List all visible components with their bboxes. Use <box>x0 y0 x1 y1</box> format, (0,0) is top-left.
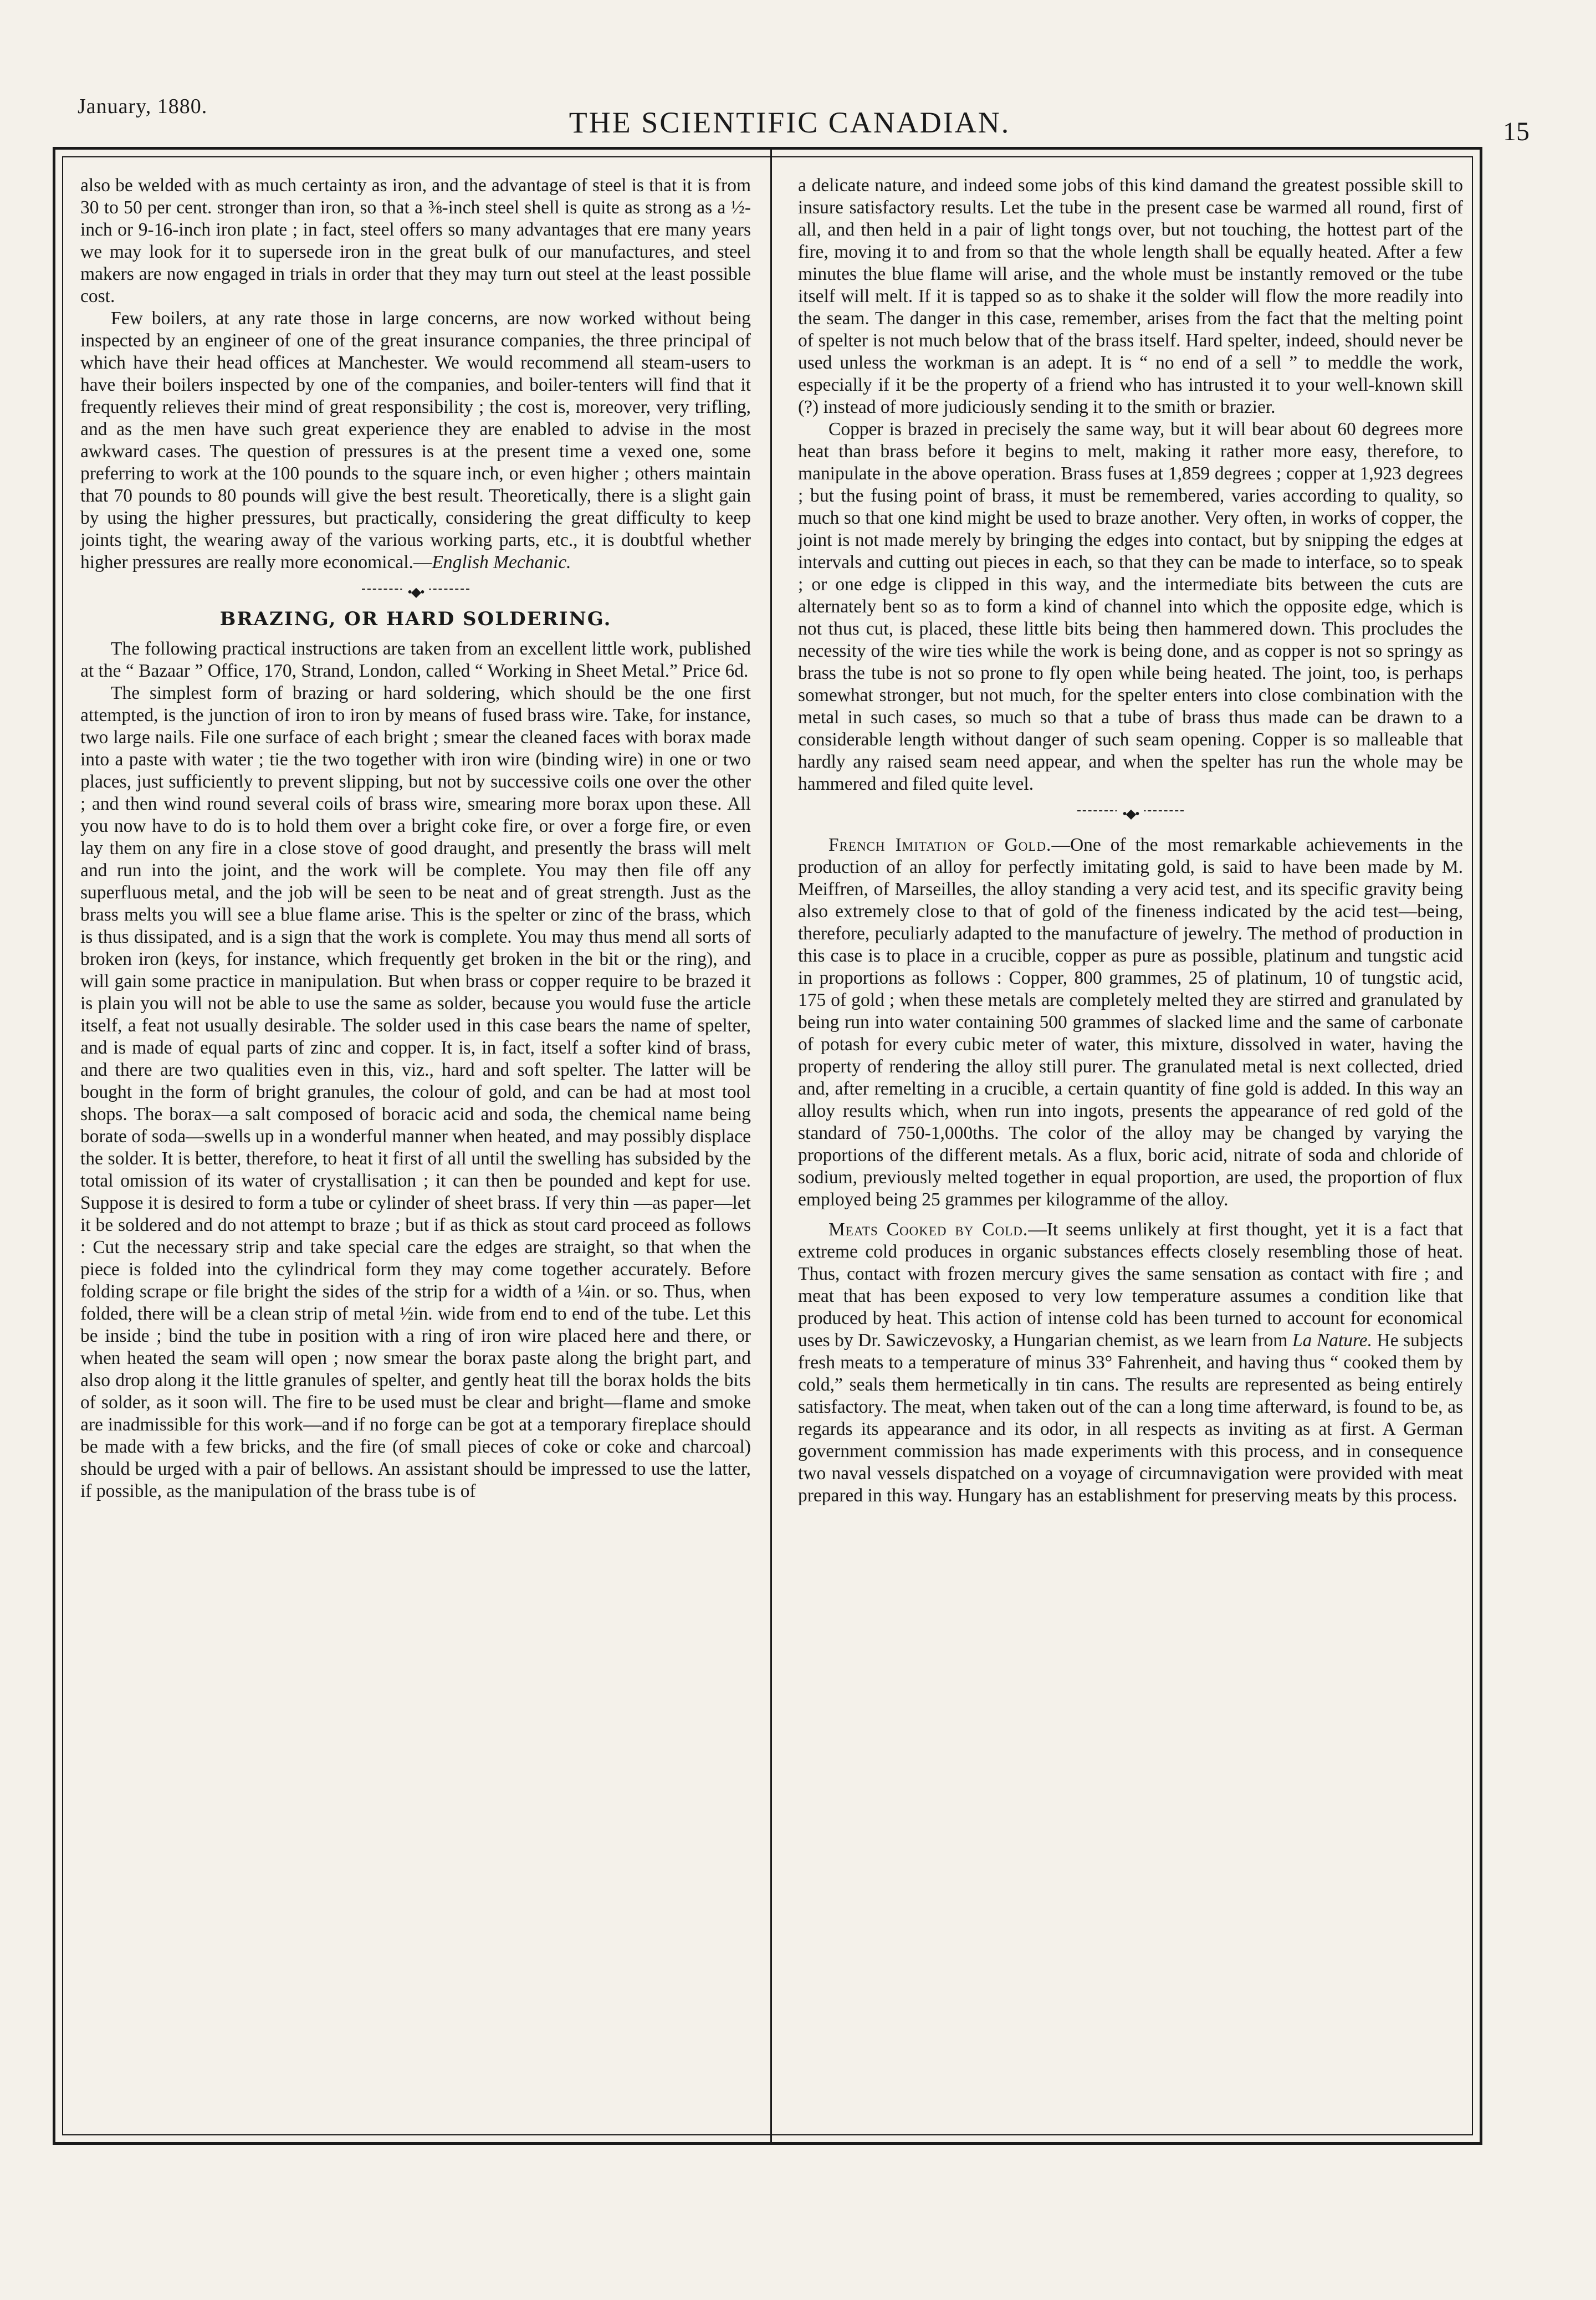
running-head <box>72 83 1530 146</box>
separator-ornament: •◆• <box>402 581 429 604</box>
article-heading-brazing: BRAZING, OR HARD SOLDERING. <box>219 608 612 630</box>
page-frame <box>53 147 1482 2145</box>
right-column <box>798 175 1463 1507</box>
left-column <box>80 175 751 1502</box>
section-separator <box>80 578 751 600</box>
section-separator <box>798 800 1463 822</box>
boilers-text: Few boilers, at any rate those in large concerns, are now worked without being inspected by an engineer of one of the great insurance companies, the three principal of which have their head offices at Manchester. We would recommend all steam-users to have their boilers inspected by one of the companies, and boiler-tenters will find that it frequently relieves their mind of great responsibility ; the cost is, moreover, very trifling, and as the men have such great experience they are enabled to advise in the most awkward cases. The question of pressures is at the present time a vexed one, some preferring to work at the 100 pounds to the square inch, or even higher ; others maintain that 70 pounds to 80 pounds will give the best result. Theoretically, there is a slight gain by using the higher pressures, but practically, considering the great difficulty to keep joints tight, the wearing away of the various working parts, etc., it is doubtful whether higher pressures are really more economical.— <box>80 308 751 573</box>
brazing-body: The simplest form of brazing or hard soldering, which should be the one first attempted, is the junction of iron to iron by means of fused brass wire. Take, for instance, two large nails. File one surface of each bright ; smear the cleaned faces with borax made into a paste with water ; tie the two together with iron wire (binding wire) in one or two places, just sufficiently to prevent slipping, but not by successive coils one over the other ; and then wind round several coils of brass wire, smearing more borax upon these. All you now have to do is to hold them over a bright coke fire, or over a forge fire, or even lay them on any fire in a close stove of good draught, and presently the brass will melt and run into the joint, and the work will be complete. You may then file off any superfluous metal, and the job will be seen to be neat and of great strength. Just as the brass melts you will see a blue flame arise. This is the spelter or zinc of the brass, which is thus dissipated, and is a sign that the work is complete. You may thus mend all sorts of broken iron (keys, for instance, which frequently get broken in the bit or the ring), and will gain some practice in manipulation. But when brass or copper require to be brazed it is plain you will not be able to use the same as solder, because you would fuse the article itself, a feat not usually desirable. The solder used in this case bears the name of spelter, and is made of equal parts of zinc and copper. It is, in fact, itself a softer kind of brass, and there are two qualities even in this, viz., hard and soft spelter. The latter will be bought in the form of bright granules, the colour of gold, and can be had at most tool shops. The borax—a salt composed of boracic acid and soda, the chemical name being borate of soda—swells up in a wonderful manner when heated, and may possibly displace the solder. It is better, therefore, to heat it first of all until the swelling has subsided by the total omission of its water of crystallisation ; it can then be pounded and kept for use. Suppose it is desired to form a tube or cylinder of sheet brass. If very thin —as paper—let it be soldered and do not attempt to braze ; but if as thick as stout card proceed as follows : Cut the necessary strip and take special care the edges are straight, so that when the piece is folded into the cylindrical form they may come together accurately. Before folding scrape or file bright the sides of the strip for a width of a ¼in. or so. Thus, when folded, there will be a clean strip of metal ½in. wide from end to end of the tube. Let this be inside ; bind the tube in position with a ring of iron wire placed here and there, or when heated the seam will open ; now smear the borax paste along the bright part, and also drop along it the little granules of spelter, and gently heat till the borax holds the bits of solder, as it soon will. The fire to be used must be clear and bright—flame and smoke are inadmissible for this work—and if no forge can be got at a temporary fireplace should be made with a few bricks, and the fire (of small pieces of coke or coke and charcoal) should be urged with a pair of bellows. An assistant should be impressed to use the latter, if possible, as the manipulation of the brass tube is of <box>80 683 751 1501</box>
issue-date: January, 1880. <box>78 95 208 118</box>
copper-paragraph: Copper is brazed in precisely the same way, but it will bear about 60 degrees more heat than brass before it begins to melt, making it rather more easy, therefore, to manipulate in the above operation. Brass fuses at 1,859 degrees ; copper at 1,923 degrees ; but the fusing point of brass, it must be remembered, varies according to quality, so much so that one kind might be used to braze another. Very often, in works of copper, the joint is not made merely by bringing the edges into contact, but by snipping the edges at intervals and cutting out pieces in each, so that they can be made to interface, so to speak ; or one edge is clipped in this way, and the intermediate bits between the cuts are alternately bent so as to form a kind of channel into which the opposite edge, which is not thus cut, is placed, these little bits being then hammered down. This procludes the necessity of the wire ties while the work is being done, and as copper is not so springy as brass the tube is not so prone to fly open while being heated. The joint, too, is perhaps somewhat stronger, but not much, for the spelter enters into close combination with the metal in such cases, so much so that a tube of brass thus made can be drawn to a considerable length without danger of such seam opening. Copper is so malleable that hardly any raised seam need appear, and when the spelter has run the whole may be hammered and filed quite level. <box>798 419 1463 794</box>
steel-paragraph: also be welded with as much certainty as iron, and the advantage of steel is that it is from 30 to 50 per cent. stronger than iron, so that a ⅜-inch steel shell is quite as strong as a ½-inch or 9-16-inch iron plate ; in fact, steel offers so many advantages that ere many years we may look for it to supersede iron in the great bulk of our manufactures, and steel makers are now engaged in trials in order that they may turn out steel at the least possible cost. <box>80 175 751 306</box>
meats-cold-paragraph <box>798 1219 1463 1507</box>
brazing-intro: The following practical instructions are taken from an excellent little work, published at the “ Bazaar ” Office, 170, Strand, London, called “ Working in Sheet Metal.” Price 6d. <box>80 638 751 681</box>
meats-text-b: He subjects fresh meats to a temperature of minus 33° Fahrenheit, and having thus “ cooked them by cold,” seals them hermetically in tin cans. The results are represented as being entirely satisfactory. The meat, when taken out of the can a long time afterward, is found to be, as regards its appearance and its odor, in all respects as inviting as at first. A German government commission has made experiments with this process, and in consequence two naval vessels dispatched on a voyage of circumnavigation were provided with meat prepared in this way. Hungary has an establishment for preserving meats by this process. <box>798 1330 1463 1506</box>
separator-ornament: •◆• <box>1117 803 1144 825</box>
meats-cold-lead: Meats Cooked by Cold. <box>828 1219 1029 1240</box>
french-gold-text: —One of the most remarkable achievements in the production of an alloy for perfectly imitating gold, is said to have been made by M. Meiffren, of Marseilles, the alloy standing a very acid test, and its specific gravity being also extremely close to that of gold of the fineness indicated by the acid test—being, therefore, peculiarly adapted to the manufacture of jewelry. The method of production in this case is to place in a crucible, copper as pure as possible, platinum and tungstic acid in proportions as follows : Copper, 800 grammes, 25 of platinum, 10 of tungstic acid, 175 of gold ; when these metals are completely melted they are stirred and granulated by being run into water containing 500 grammes of slacked lime and the same of carbonate of potash for every cubic meter of water, this mixture, dissolved in water, having the property of rendering the alloy still purer. The granulated metal is next collected, dried and, after remelting in a crucible, a certain quantity of fine gold is added. In this way an alloy results which, when run into ingots, presents the appearance of red gold of the standard of 750-1,000ths. The color of the alloy may be changed by varying the proportions of the different metals. As a flux, boric acid, nitrate of soda and chloride of sodium, previously melted together in equal proportion, are used, the proportion of flux employed being 25 grammes per kilogramme of the alloy. <box>798 835 1463 1210</box>
boilers-paragraph <box>80 308 751 574</box>
french-gold-lead: French Imitation of Gold. <box>828 835 1052 855</box>
page-number: 15 <box>1503 117 1530 146</box>
meats-text-a: —It seems unlikely at first thought, yet it is a fact that extreme cold produces in organic substances effects closely resembling those of heat. Thus, contact with frozen mercury gives the same sensation as contact with fire ; and meat that has been exposed to very low temperature assumes a condition like that produced by heat. This action of intense cold has been turned to account for economical uses by Dr. Sawiczevosky, a Hungarian chemist, as we learn from <box>798 1219 1463 1351</box>
meats-source: La Nature. <box>1292 1330 1373 1351</box>
brazing-continued: a delicate nature, and indeed some jobs of this kind damand the greatest possible skill to insure satisfactory results. Let the tube in the present case be warmed all round, first of all, and then held in a pair of light tongs over, but not touching, the hottest part of the fire, moving it to and from so that the whole length shall be equally heated. After a few minutes the blue flame will arise, and the whole must be instantly removed or the tube itself will melt. If it is tapped so as to shake it the solder will flow the more readily into the seam. The danger in this case, remember, arises from the fact that the melting point of spelter is not much below that of the brass itself. Hard spelter, indeed, should never be used unless the workman is an adept. It is “ no end of a sell ” to meddle the work, especially if it be the property of a friend who has intrusted it to your well-known skill (?) instead of more judiciously sending it to the smith or brazier. <box>798 175 1463 417</box>
publication-title: THE SCIENTIFIC CANADIAN. <box>569 106 1011 139</box>
column-rule <box>770 150 772 2142</box>
source-credit: English Mechanic. <box>432 552 571 573</box>
french-gold-paragraph <box>798 834 1463 1211</box>
